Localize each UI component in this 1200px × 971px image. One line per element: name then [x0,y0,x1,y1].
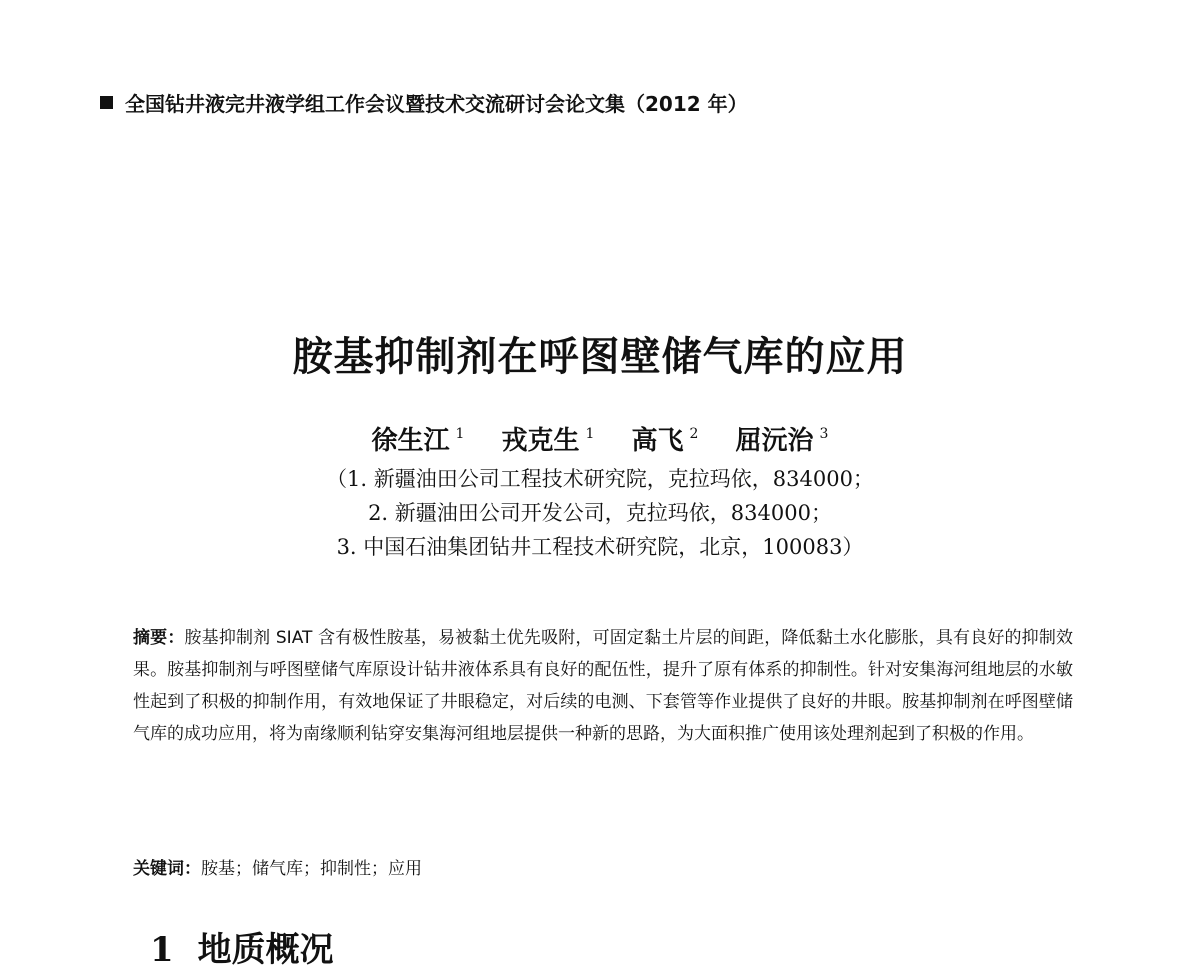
affiliation: 2. 新疆油田公司开发公司，克拉玛依，834000； [368,501,832,525]
author-name: 高飞 [631,426,684,456]
author [736,426,829,456]
section-title: 地质概况 [197,930,334,970]
abstract-text: 胺基抑制剂 SIAT 含有极性胺基，易被黏土优先吸附，可固定黏土片层的间距，降低黏土水化膨胀，具有良好的抑制效果。胺基抑制剂与呼图壁储气库原设计钻井液体系具有良好的配伍性，提升了原有体系的抑制性。针对安集海河组地层的水敏性起到了积极的抑制作用，有效地保证了井眼稳定，对后续的电测、下套管等作业提供了良好的井眼。胺基抑制剂在呼图壁储气库的成功应用，将为南缘顺利钻穿安集海河组地层提供一种新的思路，为大面积推广使用该处理剂起到了积极的作用。 [133,628,1073,744]
author-affiliation-mark: 1 [585,426,595,442]
affiliation-list [0,462,1200,564]
keywords-label: 关键词： [133,859,201,879]
proceedings-header [100,88,748,117]
author [372,426,465,456]
author-affiliation-mark: 3 [819,426,829,442]
keywords-text: 胺基；储气库；抑制性；应用 [201,859,422,879]
author [632,426,699,456]
header-square-icon [100,96,113,109]
author-list [0,420,1200,457]
abstract [133,622,1073,750]
affiliation: （1. 新疆油田公司工程技术研究院，克拉玛依，834000； [326,467,874,491]
author-affiliation-mark: 1 [455,426,465,442]
keywords [133,854,422,879]
author [502,426,595,456]
affiliation: 3. 中国石油集团钻井工程技术研究院，北京，100083） [336,535,864,559]
author-name: 戎克生 [501,426,580,456]
section-number: 1 [150,930,174,970]
author-name: 屈沅治 [735,426,814,456]
abstract-label: 摘要： [133,628,185,648]
paper-title: 胺基抑制剂在呼图壁储气库的应用 [292,333,908,380]
proceedings-title: 全国钻井液完井液学组工作会议暨技术交流研讨会论文集（2012 年） [125,92,748,116]
author-affiliation-mark: 2 [689,426,699,442]
author-name: 徐生江 [371,426,450,456]
